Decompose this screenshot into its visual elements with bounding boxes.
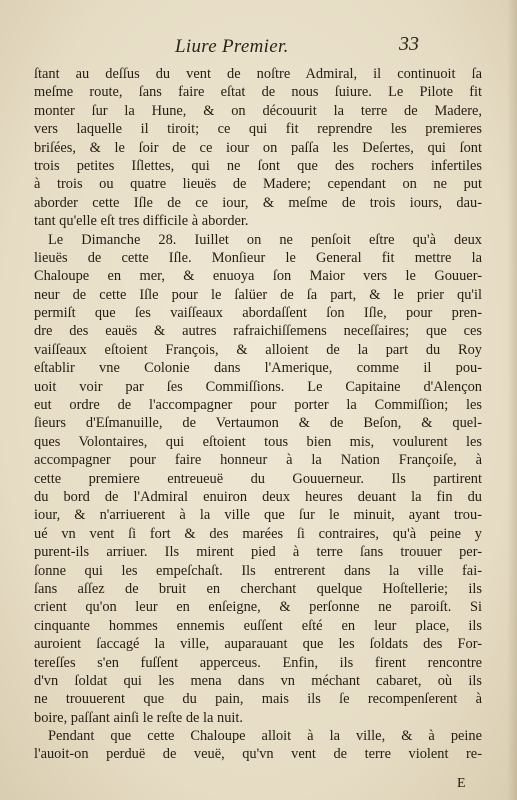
text-line: monter ſur la Hune, & on découurit la terre de Madere, — [34, 102, 482, 119]
text-line: permiſt que ſes vaiſſeaux abordaſſent ſon Iſle, pour pren- — [34, 305, 482, 322]
text-line: à trois ou quatre lieuës de Madere; cependant on ne put — [34, 176, 482, 193]
text-line: Chaloupe en mer, & enuoya ſon Maior vers le Gouuer- — [34, 268, 482, 285]
text-line: iour, & n'arriuerent à la ville que ſur le minuit, ayant trou- — [34, 507, 482, 524]
body-text — [34, 65, 482, 764]
text-line: trois petites Iſlettes, qui ne ſont que des rochers infertiles — [34, 157, 482, 174]
text-line: ne trouuerent que du pain, mais ils ſe recompenſerent à — [34, 691, 482, 708]
text-line: neur de cette Iſle pour le ſalüer de ſa part, & le prier qu'il — [34, 286, 482, 303]
text-line: meſme route, ſans faire eſtat de nous ſuiure. Le Pilote fit — [34, 84, 482, 101]
page-number: 33 — [399, 33, 419, 55]
text-line: vers laquelle il tiroit; ce qui fit reprendre les premieres — [34, 121, 482, 138]
page-edge-shadow — [507, 0, 517, 800]
text-line: briſées, & le ſoir de ce iour on paſſa les Deſertes, qui ſont — [34, 139, 482, 156]
paragraph-first-line: Pendant que cette Chaloupe alloit à la ville, & à peine — [48, 728, 482, 745]
paragraph-last-line: boire, paſſant ainſi le reſte de la nuit. — [34, 709, 243, 726]
text-line: uoit voir par ſes Commiſſions. Le Capitaine d'Alençon — [34, 378, 482, 395]
text-line: cette premiere entreueuë du Gouuerneur. Ils partirent — [34, 470, 482, 487]
text-line: auroient ſaccagé la ville, auparauant que les ſoldats des For- — [34, 636, 482, 653]
text-line: eut ordre de l'accompagner pour porter la Commiſſion; les — [34, 397, 482, 414]
text-line: dre des eauës & autres rafraichiſſemens neceſſaires; que ces — [34, 323, 482, 340]
text-line: accompagner pour faire honneur à la Nation Françoiſe, à — [34, 452, 482, 469]
signature-mark: E — [457, 776, 466, 791]
text-line: ſans aſſez de bruit en cherchant quelque Hoſtellerie; ils — [34, 580, 482, 597]
text-line: eſtablir vne Colonie dans l'Amerique, comme il pou- — [34, 360, 482, 377]
text-line: l'auoit-on perduë de veuë, qu'vn vent de terre violent re- — [34, 746, 482, 763]
text-line: ſieurs d'Eſmanuille, de Vertaumon & de Beſon, & quel- — [34, 415, 482, 432]
text-line: tereſſes s'en fuſſent apperceus. Enfin, ils firent rencontre — [34, 654, 482, 671]
text-line: ſonne qui les empeſchaſt. Ils entrerent dans la ville fai- — [34, 562, 482, 579]
text-line: ué vn vent ſi fort & des marées ſi contraires, qu'à peine y — [34, 525, 482, 542]
paragraph-last-line: tant qu'elle eſt tres difficile à aborder. — [34, 213, 249, 230]
text-line: purent-ils arriuer. Ils mirent pied à terre ſans trouuer per- — [34, 544, 482, 561]
text-line: cinquante hommes ennemis euſſent eſté en leur place, ils — [34, 617, 482, 634]
text-line: vaiſſeaux eſtoient François, & alloient de la part du Roy — [34, 341, 482, 358]
text-line: crient qu'on leur en enſeigne, & perſonne ne paroiſt. Si — [34, 599, 482, 616]
text-line: ques Volontaires, qui eſtoient tous bien mis, voulurent les — [34, 433, 482, 450]
text-line: aborder cette Iſle de ce iour, & meſme de trois iours, dau- — [34, 194, 482, 211]
text-line: ſtant au deſſus du vent de noſtre Admiral, il continuoit ſa — [34, 66, 482, 82]
paragraph-first-line: Le Dimanche 28. Iuillet on ne penſoit eſtre qu'à deux — [48, 231, 482, 248]
text-line: d'vn ſoldat qui les mena dans vn méchant cabaret, où ils — [34, 672, 482, 689]
text-line: du bord de l'Admiral enuiron deux heures deuant la fin du — [34, 488, 482, 505]
running-header — [0, 33, 517, 66]
running-title: Liure Premier. — [175, 36, 289, 57]
text-line: lieuës de cette Iſle. Monſieur le General fit mettre la — [34, 249, 482, 266]
